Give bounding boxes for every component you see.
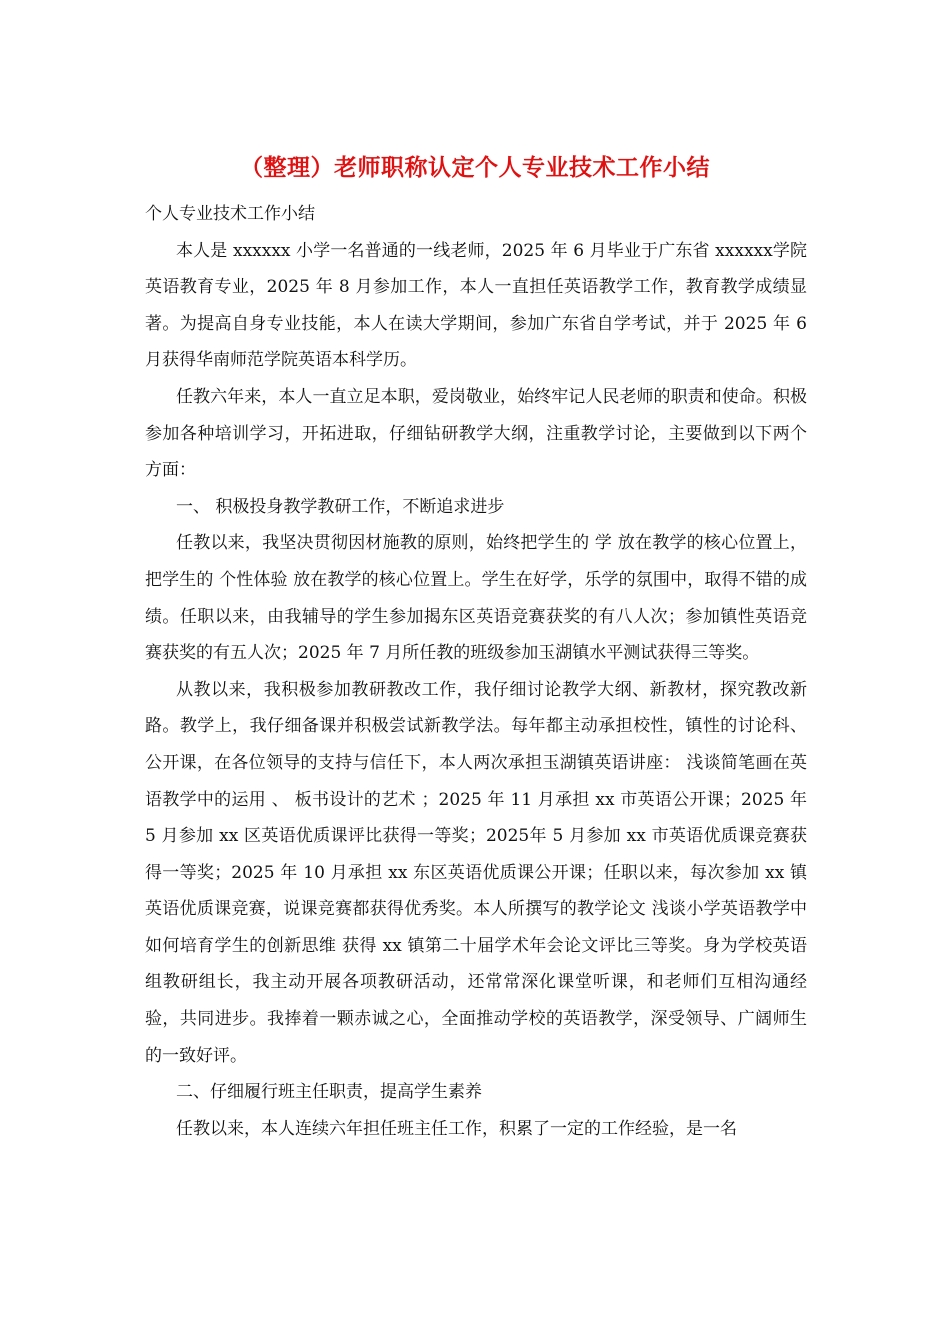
paragraph-overview: 任教六年来，本人一直立足本职，爱岗敬业，始终牢记人民老师的职责和使命。积极参加各种培训学习，开拓进取，仔细钻研教学大纲，注重教学讨论，主要做到以下两个方面： [145, 386, 807, 481]
section-heading-1: 一、 积极投身教学教研工作，不断追求进步 [176, 496, 505, 517]
document-subtitle: 个人专业技术工作小结 [145, 204, 315, 224]
paragraph-intro: 本人是 xxxxxx 小学一名普通的一线老师，2025 年 6 月毕业于广东省 xxxxxx学院英语教育专业，2025 年 8 月参加工作，本人一直担任英语教学工作，教育教学成绩显著。为提高自身专业技能，本人在读大学期间，参加广东省自学考试，并于 2025 年 6 月获得华南师范学院英语本科学历。 [145, 240, 807, 371]
paragraph-teaching: 任教以来，我坚决贯彻因材施教的原则，始终把学生的 学 放在教学的核心位置上，把学生的 个性体验 放在教学的核心位置上。学生在好学，乐学的氛围中，取得不错的成绩。任职以来，由我辅导的学生参加揭东区英语竞赛获奖的有八人次；参加镇性英语竞赛获奖的有五人次；2025 年 7 月所任教的班级参加玉湖镇水平测试获得三等奖。 [145, 533, 807, 664]
section-heading-2: 二、仔细履行班主任职责，提高学生素养 [176, 1082, 482, 1103]
document-title: （整理）老师职称认定个人专业技术工作小结 [240, 155, 710, 181]
document-body [145, 196, 807, 1147]
paragraph-research: 从教以来，我积极参加教研教改工作，我仔细讨论教学大纲、新教材，探究教改新路。教学上，我仔细备课并积极尝试新教学法。每年都主动承担校性，镇性的讨论科、公开课，在各位领导的支持与信任下，本人两次承担玉湖镇英语讲座： 浅谈简笔画在英语教学中的运用 、 板书设计的艺术 ；2025 年 11 月承担 xx 市英语公开课；2025 年 5 月参加 xx 区英语优质课评比获得一等奖；2025年 5 月参加 xx 市英语优质课竞赛获得一等奖；2025 年 10 月承担 xx 东区英语优质课公开课；任职以来，每次参加 xx 镇英语优质课竞赛，说课竞赛都获得优秀奖。本人所撰写的教学论文 浅谈小学英语教学中如何培育学生的创新思维 获得 xx 镇第二十届学术年会论文评比三等奖。身为学校英语组教研组长，我主动开展各项教研活动，还常常深化课堂听课，和老师们互相沟通经验，共同进步。我捧着一颗赤诚之心，全面推动学校的英语教学，深受领导、广阔师生的一致好评。 [145, 679, 807, 1066]
paragraph-class-teacher: 任教以来，本人连续六年担任班主任工作，积累了一定的工作经验，是一名 [176, 1118, 737, 1139]
